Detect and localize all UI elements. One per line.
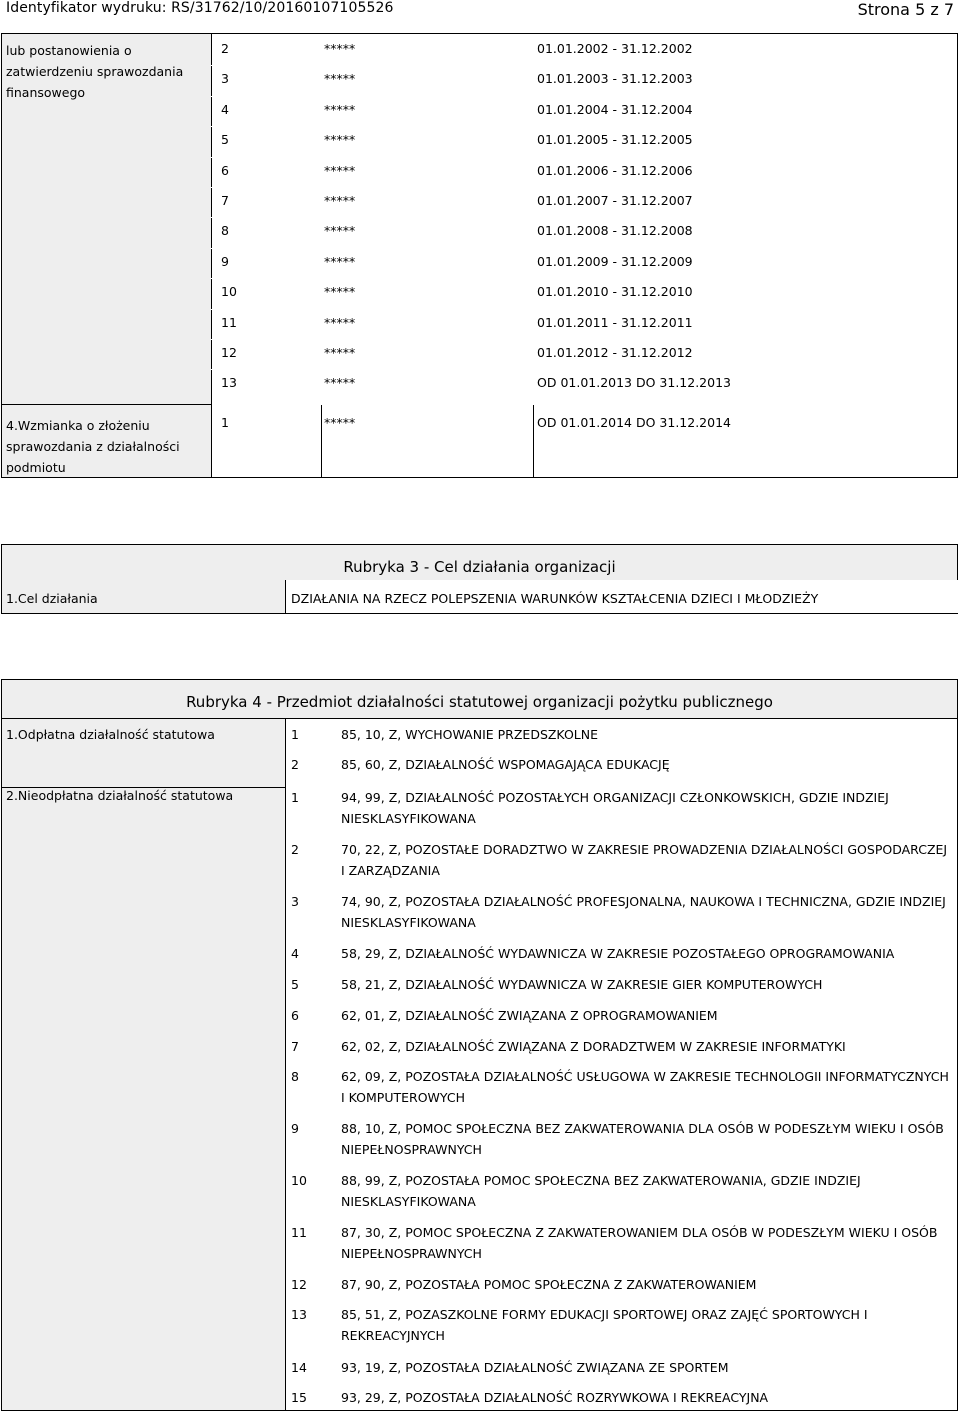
sprawozdanie-row-value: ***** [324,41,356,56]
nieodplatna-row-text: 87, 90, Z, POZOSTAŁA POMOC SPOŁECZNA Z ZAKWATEROWANIEM [341,1277,757,1292]
sprawozdanie-row-value: ***** [324,162,356,178]
nieodplatna-row-text: 62, 09, Z, POZOSTAŁA DZIAŁALNOŚĆ USŁUGOWA W ZAKRESIE TECHNOLOGII INFORMATYCZNYCH I KOMPUTEROWYCH [341,1069,949,1105]
sprawozdanie-row-period: 01.01.2003 - 31.12.2003 [537,71,693,87]
nieodplatna-row-text: 58, 29, Z, DZIAŁALNOŚĆ WYDAWNICZA W ZAKRESIE POZOSTAŁEGO OPROGRAMOWANIA [341,946,895,961]
nieodplatna-row-text: 93, 19, Z, POZOSTAŁA DZIAŁALNOŚĆ ZWIĄZANA ZE SPORTEM [341,1360,729,1375]
sprawozdanie-row-period: 01.01.2008 - 31.12.2008 [537,223,693,239]
odplatna-row-nr: 2 [291,757,299,772]
sprawozdanie-row-value: ***** [324,132,356,148]
nieodplatna-row-nr: 9 [291,1121,299,1136]
sprawozdanie-row-value: ***** [324,71,356,87]
nieodplatna-row-nr: 3 [291,894,299,909]
sprawozdanie-row-period: 01.01.2009 - 31.12.2009 [537,253,693,269]
cel-dzialania-value: DZIAŁANIA NA RZECZ POLEPSZENIA WARUNKÓW KSZTAŁCENIA DZIECI I MŁODZIEŻY [291,591,819,606]
sprawozdanie-row-value: ***** [324,375,356,391]
cel-dzialania-label: 1.Cel działania [6,591,98,606]
odplatna-row-text: 85, 60, Z, DZIAŁALNOŚĆ WSPOMAGAJĄCA EDUKACJĘ [341,757,670,772]
nieodplatna-row-text: 93, 29, Z, POZOSTAŁA DZIAŁALNOŚĆ ROZRYWKOWA I REKREACYJNA [341,1390,769,1405]
sprawozdania-label: lub postanowienia o zatwierdzeniu sprawozdania finansowego [6,43,184,100]
sprawozdanie-row-nr: 2 [221,41,229,56]
nieodplatna-row-nr: 7 [291,1039,299,1054]
nieodplatna-row-nr: 6 [291,1008,299,1023]
sprawozdanie-row-nr: 11 [221,314,237,330]
nieodplatna-row-text: 87, 30, Z, POMOC SPOŁECZNA Z ZAKWATEROWANIEM DLA OSÓB W PODESZŁYM WIEKU I OSÓB NIEPEŁNOSPRAWNYCH [341,1225,938,1261]
wzmianka-row-value: ***** [324,415,356,430]
nieodplatna-row-text: 74, 90, Z, POZOSTAŁA DZIAŁALNOŚĆ PROFESJONALNA, NAUKOWA I TECHNICZNA, GDZIE INDZIEJ NIESKLASYFIKOWANA [341,894,946,930]
sprawozdanie-row-period: 01.01.2005 - 31.12.2005 [537,132,693,148]
sprawozdanie-row-value: ***** [324,284,356,300]
nieodplatna-row-nr: 8 [291,1069,299,1084]
wzmianka-label: 4.Wzmianka o złożeniu sprawozdania z działalności podmiotu [6,418,180,475]
sprawozdanie-row-nr: 9 [221,253,229,269]
nieodplatna-label: 2.Nieodpłatna działalność statutowa [6,788,234,803]
sprawozdanie-row-nr: 13 [221,375,237,391]
odplatna-row-nr: 1 [291,727,299,742]
nieodplatna-row-nr: 14 [291,1360,307,1375]
page-number: Strona 5 z 7 [857,0,954,19]
nieodplatna-row-nr: 4 [291,946,299,961]
rubryka-4-title: Rubryka 4 - Przedmiot działalności statutowej organizacji pożytku publicznego [186,693,773,711]
sprawozdanie-row-period: 01.01.2012 - 31.12.2012 [537,345,693,360]
sprawozdanie-row-nr: 10 [221,284,237,300]
sprawozdanie-row-value: ***** [324,223,356,239]
nieodplatna-row-text: 85, 51, Z, POZASZKOLNE FORMY EDUKACJI SPORTOWEJ ORAZ ZAJĘĆ SPORTOWYCH I REKREACYJNYCH [341,1307,868,1343]
nieodplatna-row-nr: 11 [291,1225,307,1240]
sprawozdanie-row-nr: 3 [221,71,229,87]
nieodplatna-row-nr: 10 [291,1173,307,1188]
nieodplatna-row-text: 94, 99, Z, DZIAŁALNOŚĆ POZOSTAŁYCH ORGANIZACJI CZŁONKOWSKICH, GDZIE INDZIEJ NIESKLASYFIKOWANA [341,790,889,826]
nieodplatna-row-nr: 1 [291,790,299,805]
wzmianka-row-period: OD 01.01.2014 DO 31.12.2014 [537,415,731,430]
nieodplatna-row-nr: 13 [291,1307,307,1322]
sprawozdanie-row-value: ***** [324,101,356,117]
sprawozdanie-row-period: OD 01.01.2013 DO 31.12.2013 [537,375,731,391]
nieodplatna-row-text: 58, 21, Z, DZIAŁALNOŚĆ WYDAWNICZA W ZAKRESIE GIER KOMPUTEROWYCH [341,977,823,992]
nieodplatna-row-text: 88, 99, Z, POZOSTAŁA POMOC SPOŁECZNA BEZ ZAKWATEROWANIA, GDZIE INDZIEJ NIESKLASYFIKOWANA [341,1173,861,1209]
sprawozdanie-row-nr: 4 [221,101,229,117]
sprawozdanie-row-period: 01.01.2007 - 31.12.2007 [537,193,693,208]
rubryka-3-section [1,544,958,614]
nieodplatna-label-cell [2,787,285,1410]
rubryka-3-title: Rubryka 3 - Cel działania organizacji [343,558,616,576]
sprawozdanie-row-value: ***** [324,345,356,360]
odplatna-row-text: 85, 10, Z, WYCHOWANIE PRZEDSZKOLNE [341,727,599,742]
sprawozdanie-row-period: 01.01.2011 - 31.12.2011 [537,314,693,330]
sprawozdania-table [1,33,958,478]
print-identifier: Identyfikator wydruku: RS/31762/10/20160107105526 [6,0,394,16]
sprawozdanie-row-nr: 12 [221,345,237,360]
sprawozdanie-row-value: ***** [324,193,356,208]
sprawozdanie-row-period: 01.01.2010 - 31.12.2010 [537,284,693,300]
nieodplatna-row-nr: 2 [291,842,299,857]
wzmianka-row-nr: 1 [221,415,229,430]
sprawozdanie-row-nr: 8 [221,223,229,239]
sprawozdanie-row-value: ***** [324,253,356,269]
nieodplatna-row-text: 62, 01, Z, DZIAŁALNOŚĆ ZWIĄZANA Z OPROGRAMOWANIEM [341,1008,718,1023]
nieodplatna-row-nr: 15 [291,1390,307,1405]
nieodplatna-row-text: 88, 10, Z, POMOC SPOŁECZNA BEZ ZAKWATEROWANIA DLA OSÓB W PODESZŁYM WIEKU I OSÓB NIEPEŁNOSPRAWNYCH [341,1121,944,1157]
nieodplatna-row-nr: 12 [291,1277,307,1292]
sprawozdanie-row-nr: 7 [221,193,229,208]
sprawozdanie-row-period: 01.01.2006 - 31.12.2006 [537,162,693,178]
print-header [0,0,960,22]
rubryka-4-section [1,679,958,1411]
sprawozdanie-row-nr: 6 [221,162,229,178]
sprawozdanie-row-period: 01.01.2002 - 31.12.2002 [537,41,693,56]
nieodplatna-row-text: 62, 02, Z, DZIAŁALNOŚĆ ZWIĄZANA Z DORADZTWEM W ZAKRESIE INFORMATYKI [341,1039,846,1054]
sprawozdanie-row-value: ***** [324,314,356,330]
odplatna-label: 1.Odpłatna działalność statutowa [6,727,215,742]
sprawozdanie-row-nr: 5 [221,132,229,148]
sprawozdanie-row-period: 01.01.2004 - 31.12.2004 [537,101,693,117]
nieodplatna-row-nr: 5 [291,977,299,992]
nieodplatna-row-text: 70, 22, Z, POZOSTAŁE DORADZTWO W ZAKRESIE PROWADZENIA DZIAŁALNOŚCI GOSPODARCZEJ I ZARZĄDZANIA [341,842,948,878]
